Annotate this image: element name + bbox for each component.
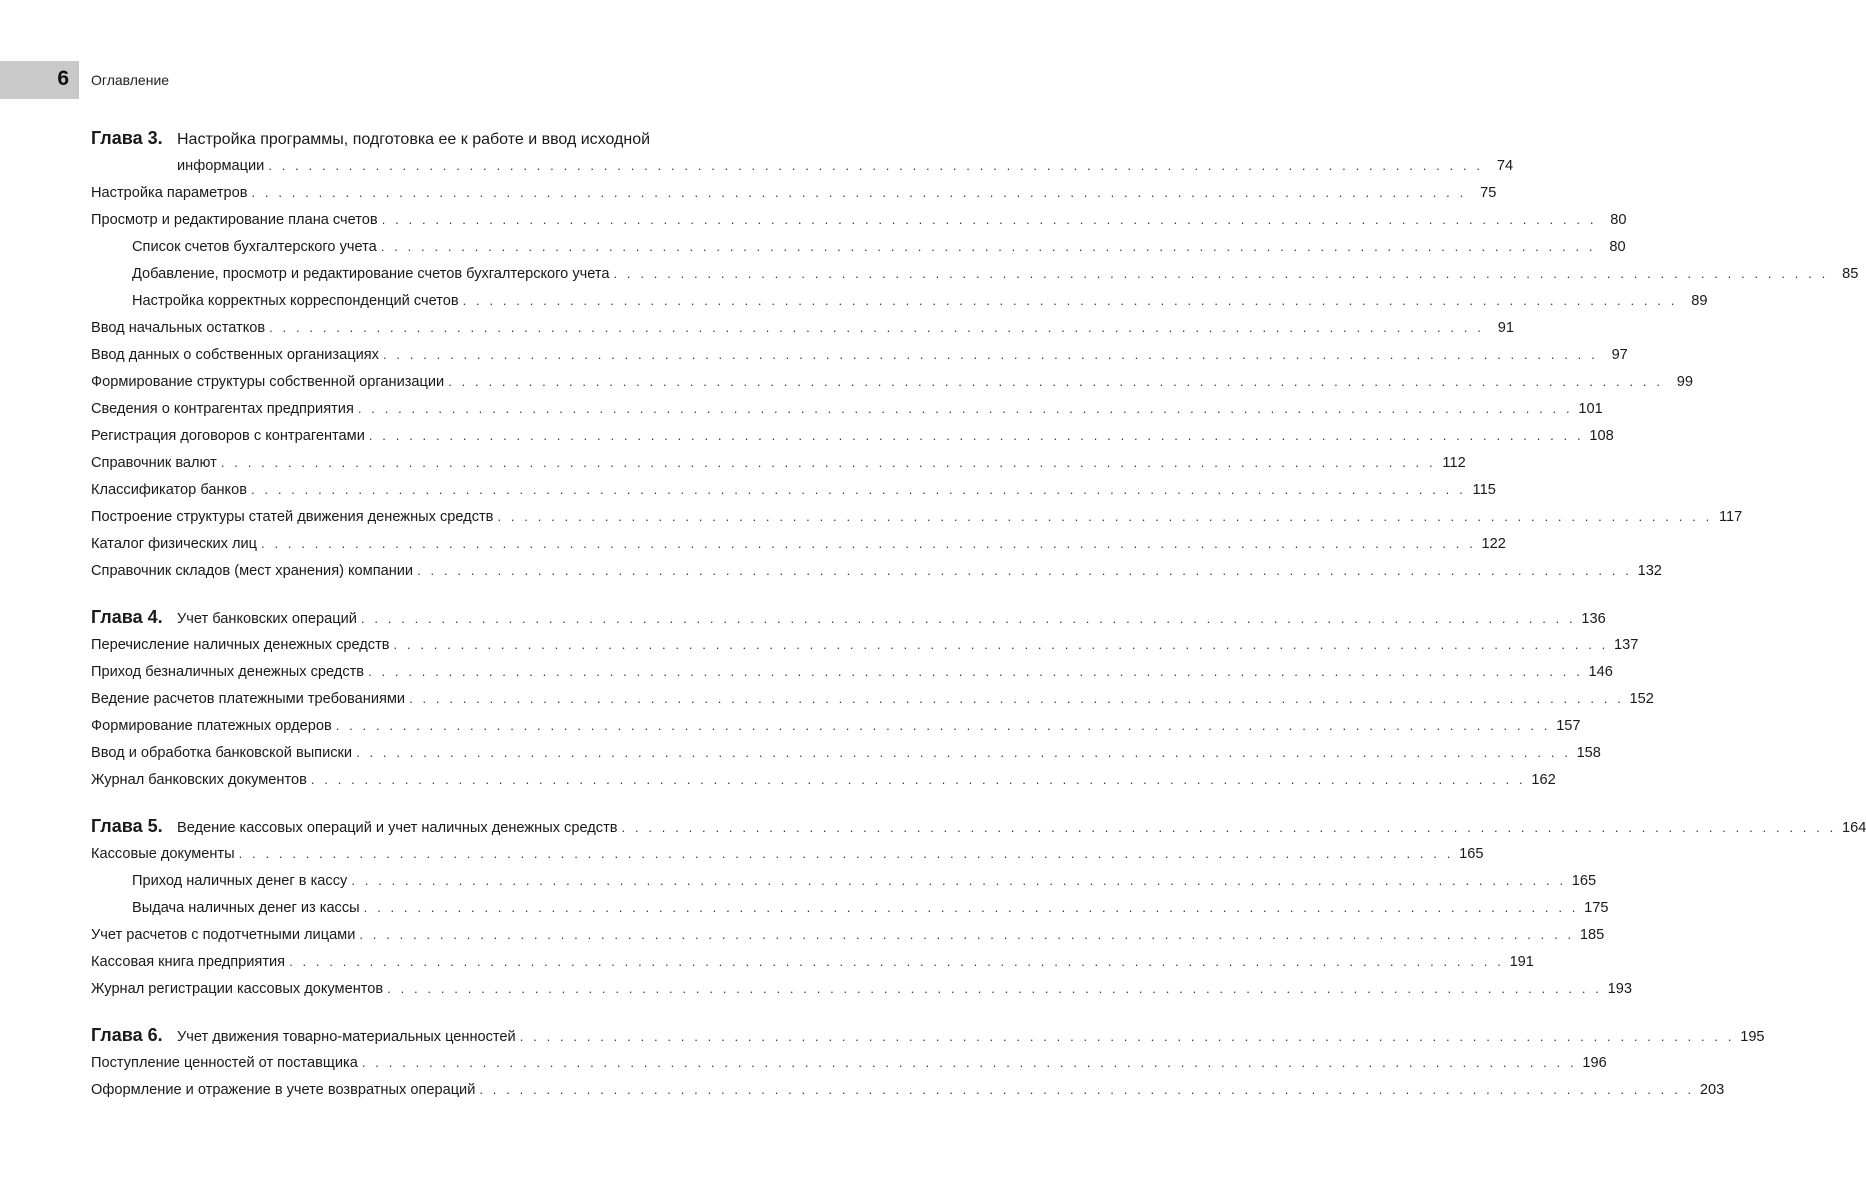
dot-leader: . . . . . . . . . . . . . . . . . . . . . . . . . . . . . . . . . . . . . . . . . . . . . . . . . . . . . . . . . . . . . . . . . . . . . . . . . . . . . . . . . . . . . . . . . . . bbox=[359, 927, 1575, 942]
toc-subentry[interactable] bbox=[91, 894, 1609, 921]
toc-entry[interactable] bbox=[91, 449, 1466, 476]
dot-leader: . . . . . . . . . . . . . . . . . . . . . . . . . . . . . . . . . . . . . . . . . . . . . . . . . . . . . . . . . . . . . . . . . . . . . . . . . . . . . . . . . . . . . . . . . . . bbox=[387, 981, 1602, 996]
page-ref: 165 bbox=[1459, 846, 1484, 862]
dot-leader: . . . . . . . . . . . . . . . . . . . . . . . . . . . . . . . . . . . . . . . . . . . . . . . . . . . . . . . . . . . . . . . . . . . . . . . . . . . . . . . . . . . . . . . . . . . bbox=[261, 536, 1476, 551]
entry-title: Настройка параметров bbox=[91, 185, 248, 201]
entry-title: Справочник валют bbox=[91, 455, 217, 471]
page-ref: 112 bbox=[1442, 455, 1466, 471]
toc-entry[interactable] bbox=[91, 530, 1506, 557]
entry-title: Построение структуры статей движения денежных средств bbox=[91, 509, 494, 525]
page-ref: 158 bbox=[1576, 745, 1601, 761]
page-ref: 146 bbox=[1588, 664, 1613, 680]
chapter-title-line1: Настройка программы, подготовка ее к работе и ввод исходной bbox=[177, 131, 651, 148]
page-ref: 75 bbox=[1480, 185, 1497, 201]
chapter-title: Учет движения товарно-материальных ценностей bbox=[177, 1029, 516, 1045]
page-ref: 157 bbox=[1556, 718, 1581, 734]
page-ref: 108 bbox=[1589, 428, 1614, 444]
page-ref: 203 bbox=[1699, 1082, 1725, 1098]
page-ref: 196 bbox=[1582, 1055, 1607, 1071]
page-ref: 193 bbox=[1607, 981, 1632, 997]
dot-leader: . . . . . . . . . . . . . . . . . . . . . . . . . . . . . . . . . . . . . . . . . . . . . . . . . . . . . . . . . . . . . . . . . . . . . . . . . . . . . . . . . . . . . . . . . . . bbox=[382, 347, 1598, 362]
dot-leader: . . . . . . . . . . . . . . . . . . . . . . . . . . . . . . . . . . . . . . . . . . . . . . . . . . . . . . . . . . . . . . . . . . . . . . . . . . . . . . . . . . . . . . . . . . . bbox=[368, 664, 1583, 679]
chapter-4-heading[interactable] bbox=[91, 604, 1606, 631]
dot-leader: . . . . . . . . . . . . . . . . . . . . . . . . . . . . . . . . . . . . . . . . . . . . . . . . . . . . . . . . . . . . . . . . . . . . . . . . . . . . . . . . . . . . . . . . . . . bbox=[368, 428, 1584, 443]
page-ref: 80 bbox=[1610, 212, 1627, 228]
toc-subentry[interactable] bbox=[91, 233, 1626, 260]
toc-entry[interactable] bbox=[91, 631, 1639, 658]
dot-leader: . . . . . . . . . . . . . . . . . . . . . . . . . . . . . . . . . . . . . . . . . . . . . . . . . . . . . . . . . . . . . . . . . . . . . . . . . . . . . . . . . . . . . . . . . . . bbox=[250, 482, 1466, 497]
dot-leader: . . . . . . . . . . . . . . . . . . . . . . . . . . . . . . . . . . . . . . . . . . . . . . . . . . . . . . . . . . . . . . . . . . . . . . . . . . . . . . . . . . . . . . . . . . . bbox=[361, 1055, 1577, 1070]
entry-title: Оформление и отражение в учете возвратных операций bbox=[91, 1082, 476, 1098]
entry-title: Приход наличных денег в кассу bbox=[132, 873, 348, 889]
chapter-title: Учет банковских операций bbox=[177, 611, 357, 627]
entry-title: Регистрация договоров с контрагентами bbox=[91, 428, 365, 444]
entry-title: Добавление, просмотр и редактирование счетов бухгалтерского учета bbox=[132, 266, 610, 282]
dot-leader: . . . . . . . . . . . . . . . . . . . . . . . . . . . . . . . . . . . . . . . . . . . . . . . . . . . . . . . . . . . . . . . . . . . . . . . . . . . . . . . . . . . . . . . . . . . bbox=[462, 293, 1678, 308]
toc-entry[interactable] bbox=[91, 975, 1632, 1002]
page-header bbox=[0, 61, 400, 99]
dot-leader: . . . . . . . . . . . . . . . . . . . . . . . . . . . . . . . . . . . . . . . . . . . . . . . . . . . . . . . . . . . . . . . . . . . . . . . . . . . . . . . . . . . . . . . . . . . bbox=[380, 239, 1596, 254]
entry-title: Классификатор банков bbox=[91, 482, 247, 498]
toc-entry[interactable] bbox=[91, 314, 1514, 341]
toc-entry[interactable] bbox=[91, 1076, 1725, 1103]
entry-title: Журнал банковских документов bbox=[91, 772, 307, 788]
page-ref: 91 bbox=[1497, 320, 1514, 336]
page-ref: 195 bbox=[1740, 1029, 1765, 1045]
page-ref: 101 bbox=[1578, 401, 1603, 417]
page-ref: 162 bbox=[1531, 772, 1556, 788]
entry-title: Учет расчетов с подотчетными лицами bbox=[91, 927, 356, 943]
dot-leader: . . . . . . . . . . . . . . . . . . . . . . . . . . . . . . . . . . . . . . . . . . . . . . . . . . . . . . . . . . . . . . . . . . . . . . . . . . . . . . . . . . . . . . . . . . . bbox=[363, 900, 1579, 915]
toc-entry[interactable] bbox=[91, 921, 1605, 948]
entry-title: Сведения о контрагентах предприятия bbox=[91, 401, 354, 417]
dot-leader: . . . . . . . . . . . . . . . . . . . . . . . . . . . . . . . . . . . . . . . . . . . . . . . . . . . . . . . . . . . . . . . . . . . . . . . . . . . . . . . . . . . . . . . . . . . bbox=[351, 873, 1567, 888]
dot-leader: . . . . . . . . . . . . . . . . . . . . . . . . . . . . . . . . . . . . . . . . . . . . . . . . . . . . . . . . . . . . . . . . . . . . . . . . . . . . . . . . . . . . . . . . . . . bbox=[357, 401, 1573, 416]
chapter-3-heading[interactable] bbox=[91, 128, 1514, 179]
page-ref: 74 bbox=[1496, 158, 1514, 174]
entry-title: Ввод начальных остатков bbox=[91, 320, 266, 336]
chapter-5-heading[interactable] bbox=[91, 813, 1866, 840]
toc-subentry[interactable] bbox=[91, 287, 1708, 314]
chapter-label: Глава 5. bbox=[91, 816, 163, 836]
chapter-title-line2: информации bbox=[177, 158, 265, 174]
toc-subentry[interactable] bbox=[91, 260, 1859, 287]
entry-title: Кассовая книга предприятия bbox=[91, 954, 286, 970]
dot-leader: . . . . . . . . . . . . . . . . . . . . . . . . . . . . . . . . . . . . . . . . . . . . . . . . . . . . . . . . . . . . . . . . . . . . . . . . . . . . . . . . . . . . . . . . . . . bbox=[268, 158, 1484, 173]
toc-entry[interactable] bbox=[91, 503, 1743, 530]
dot-leader: . . . . . . . . . . . . . . . . . . . . . . . . . . . . . . . . . . . . . . . . . . . . . . . . . . . . . . . . . . . . . . . . . . . . . . . . . . . . . . . . . . . . . . . . . . . bbox=[269, 320, 1484, 335]
chapter-gap bbox=[91, 793, 755, 813]
entry-title: Выдача наличных денег из кассы bbox=[132, 900, 360, 916]
entry-title: Приход безналичных денежных средств bbox=[91, 664, 365, 680]
dot-leader: . . . . . . . . . . . . . . . . . . . . . . . . . . . . . . . . . . . . . . . . . . . . . . . . . . . . . . . . . . . . . . . . . . . . . . . . . . . . . . . . . . . . . . . . . . . bbox=[409, 691, 1624, 706]
toc-entry[interactable] bbox=[91, 341, 1628, 368]
toc-entry[interactable] bbox=[91, 766, 1556, 793]
entry-title: Ведение расчетов платежными требованиями bbox=[91, 691, 406, 707]
page-ref: 85 bbox=[1842, 266, 1859, 282]
page-ref: 122 bbox=[1481, 536, 1506, 552]
toc-entry[interactable] bbox=[91, 948, 1534, 975]
entry-title: Справочник складов (мест хранения) компании bbox=[91, 563, 414, 579]
page-ref: 115 bbox=[1472, 482, 1496, 498]
page-number-box bbox=[0, 61, 79, 99]
chapter-label: Глава 3. bbox=[91, 128, 163, 148]
dot-leader: . . . . . . . . . . . . . . . . . . . . . . . . . . . . . . . . . . . . . . . . . . . . . . . . . . . . . . . . . . . . . . . . . . . . . . . . . . . . . . . . . . . . . . . . . . . bbox=[479, 1082, 1695, 1097]
page-ref: 117 bbox=[1719, 509, 1743, 525]
page-ref: 175 bbox=[1584, 900, 1609, 916]
dot-leader: . . . . . . . . . . . . . . . . . . . . . . . . . . . . . . . . . . . . . . . . . . . . . . . . . . . . . . . . . . . . . . . . . . . . . . . . . . . . . . . . . . . . . . . . . . . bbox=[238, 846, 1454, 861]
toc-entry[interactable] bbox=[91, 476, 1496, 503]
page-ref: 136 bbox=[1581, 611, 1606, 627]
chapter-gap bbox=[91, 584, 755, 604]
page-ref: 97 bbox=[1611, 347, 1628, 363]
entry-title: Формирование платежных ордеров bbox=[91, 718, 332, 734]
dot-leader: . . . . . . . . . . . . . . . . . . . . . . . . . . . . . . . . . . . . . . . . . . . . . . . . . . . . . . . . . . . . . . . . . . . . . . . . . . . . . . . . . . . . . . . . . . . bbox=[310, 772, 1526, 787]
dot-leader: . . . . . . . . . . . . . . . . . . . . . . . . . . . . . . . . . . . . . . . . . . . . . . . . . . . . . . . . . . . . . . . . . . . . . . . . . . . . . . . . . . . . . . . . . . . bbox=[621, 820, 1837, 835]
table-of-contents bbox=[91, 128, 1866, 1103]
entry-title: Кассовые документы bbox=[91, 846, 235, 862]
entry-title: Перечисление наличных денежных средств bbox=[91, 637, 390, 653]
page-number: 6 bbox=[57, 67, 69, 90]
page-ref: 185 bbox=[1579, 927, 1605, 943]
toc-subentry[interactable] bbox=[91, 867, 1597, 894]
entry-title: Настройка корректных корреспонденций счетов bbox=[132, 293, 459, 309]
dot-leader: . . . . . . . . . . . . . . . . . . . . . . . . . . . . . . . . . . . . . . . . . . . . . . . . . . . . . . . . . . . . . . . . . . . . . . . . . . . . . . . . . . . . . . . . . . . bbox=[289, 954, 1504, 969]
dot-leader: . . . . . . . . . . . . . . . . . . . . . . . . . . . . . . . . . . . . . . . . . . . . . . . . . . . . . . . . . . . . . . . . . . . . . . . . . . . . . . . . . . . . . . . . . . . bbox=[360, 611, 1576, 626]
entry-title: Ввод и обработка банковской выписки bbox=[91, 745, 353, 761]
entry-title: Каталог физических лиц bbox=[91, 536, 258, 552]
dot-leader: . . . . . . . . . . . . . . . . . . . . . . . . . . . . . . . . . . . . . . . . . . . . . . . . . . . . . . . . . . . . . . . . . . . . . . . . . . . . . . . . . . . . . . . . . . . bbox=[417, 563, 1632, 578]
dot-leader: . . . . . . . . . . . . . . . . . . . . . . . . . . . . . . . . . . . . . . . . . . . . . . . . . . . . . . . . . . . . . . . . . . . . . . . . . . . . . . . . . . . . . . . . . . . bbox=[335, 718, 1551, 733]
entry-title: Список счетов бухгалтерского учета bbox=[132, 239, 377, 255]
page-ref: 164 bbox=[1842, 820, 1866, 836]
toc-entry[interactable] bbox=[91, 395, 1603, 422]
chapter-label: Глава 6. bbox=[91, 1025, 163, 1045]
toc-entry[interactable] bbox=[91, 206, 1627, 233]
entry-title: Просмотр и редактирование плана счетов bbox=[91, 212, 378, 228]
page-ref: 80 bbox=[1609, 239, 1626, 255]
dot-leader: . . . . . . . . . . . . . . . . . . . . . . . . . . . . . . . . . . . . . . . . . . . . . . . . . . . . . . . . . . . . . . . . . . . . . . . . . . . . . . . . . . . . . . . . . . . bbox=[613, 266, 1829, 281]
chapter-gap bbox=[91, 1002, 755, 1022]
entry-title: Ввод данных о собственных организациях bbox=[91, 347, 379, 363]
dot-leader: . . . . . . . . . . . . . . . . . . . . . . . . . . . . . . . . . . . . . . . . . . . . . . . . . . . . . . . . . . . . . . . . . . . . . . . . . . . . . . . . . . . . . . . . . . . bbox=[381, 212, 1597, 227]
page-ref: 89 bbox=[1691, 293, 1708, 309]
page-ref: 99 bbox=[1676, 374, 1694, 390]
toc-entry[interactable] bbox=[91, 1049, 1607, 1076]
running-title: Оглавление bbox=[91, 72, 170, 88]
chapter-label: Глава 4. bbox=[91, 607, 163, 627]
toc-entry[interactable] bbox=[91, 685, 1654, 712]
entry-title: Поступление ценностей от поставщика bbox=[91, 1055, 358, 1071]
page-ref: 132 bbox=[1637, 563, 1662, 579]
entry-title: Формирование структуры собственной организации bbox=[91, 374, 445, 390]
toc-entry[interactable] bbox=[91, 557, 1662, 584]
toc-entry[interactable] bbox=[91, 422, 1614, 449]
entry-title: Журнал регистрации кассовых документов bbox=[91, 981, 384, 997]
toc-entry[interactable] bbox=[91, 658, 1613, 685]
dot-leader: . . . . . . . . . . . . . . . . . . . . . . . . . . . . . . . . . . . . . . . . . . . . . . . . . . . . . . . . . . . . . . . . . . . . . . . . . . . . . . . . . . . . . . . . . . . bbox=[497, 509, 1713, 524]
dot-leader: . . . . . . . . . . . . . . . . . . . . . . . . . . . . . . . . . . . . . . . . . . . . . . . . . . . . . . . . . . . . . . . . . . . . . . . . . . . . . . . . . . . . . . . . . . . bbox=[251, 185, 1467, 200]
dot-leader: . . . . . . . . . . . . . . . . . . . . . . . . . . . . . . . . . . . . . . . . . . . . . . . . . . . . . . . . . . . . . . . . . . . . . . . . . . . . . . . . . . . . . . . . . . . bbox=[356, 745, 1571, 760]
dot-leader: . . . . . . . . . . . . . . . . . . . . . . . . . . . . . . . . . . . . . . . . . . . . . . . . . . . . . . . . . . . . . . . . . . . . . . . . . . . . . . . . . . . . . . . . . . . bbox=[393, 637, 1609, 652]
page-ref: 191 bbox=[1509, 954, 1534, 970]
toc-entry[interactable] bbox=[91, 179, 1497, 206]
dot-leader: . . . . . . . . . . . . . . . . . . . . . . . . . . . . . . . . . . . . . . . . . . . . . . . . . . . . . . . . . . . . . . . . . . . . . . . . . . . . . . . . . . . . . . . . . . . bbox=[220, 455, 1436, 470]
chapter-title: Ведение кассовых операций и учет наличных денежных средств bbox=[177, 820, 618, 836]
dot-leader: . . . . . . . . . . . . . . . . . . . . . . . . . . . . . . . . . . . . . . . . . . . . . . . . . . . . . . . . . . . . . . . . . . . . . . . . . . . . . . . . . . . . . . . . . . . bbox=[448, 374, 1664, 389]
toc-entry[interactable] bbox=[91, 840, 1484, 867]
dot-leader: . . . . . . . . . . . . . . . . . . . . . . . . . . . . . . . . . . . . . . . . . . . . . . . . . . . . . . . . . . . . . . . . . . . . . . . . . . . . . . . . . . . . . . . . . . . bbox=[519, 1029, 1735, 1044]
chapter-6-heading[interactable] bbox=[91, 1022, 1765, 1049]
toc-entry[interactable] bbox=[91, 368, 1694, 395]
toc-entry[interactable] bbox=[91, 712, 1581, 739]
page-ref: 137 bbox=[1614, 637, 1639, 653]
toc-entry[interactable] bbox=[91, 739, 1601, 766]
page-ref: 152 bbox=[1629, 691, 1654, 707]
page-ref: 165 bbox=[1571, 873, 1597, 889]
